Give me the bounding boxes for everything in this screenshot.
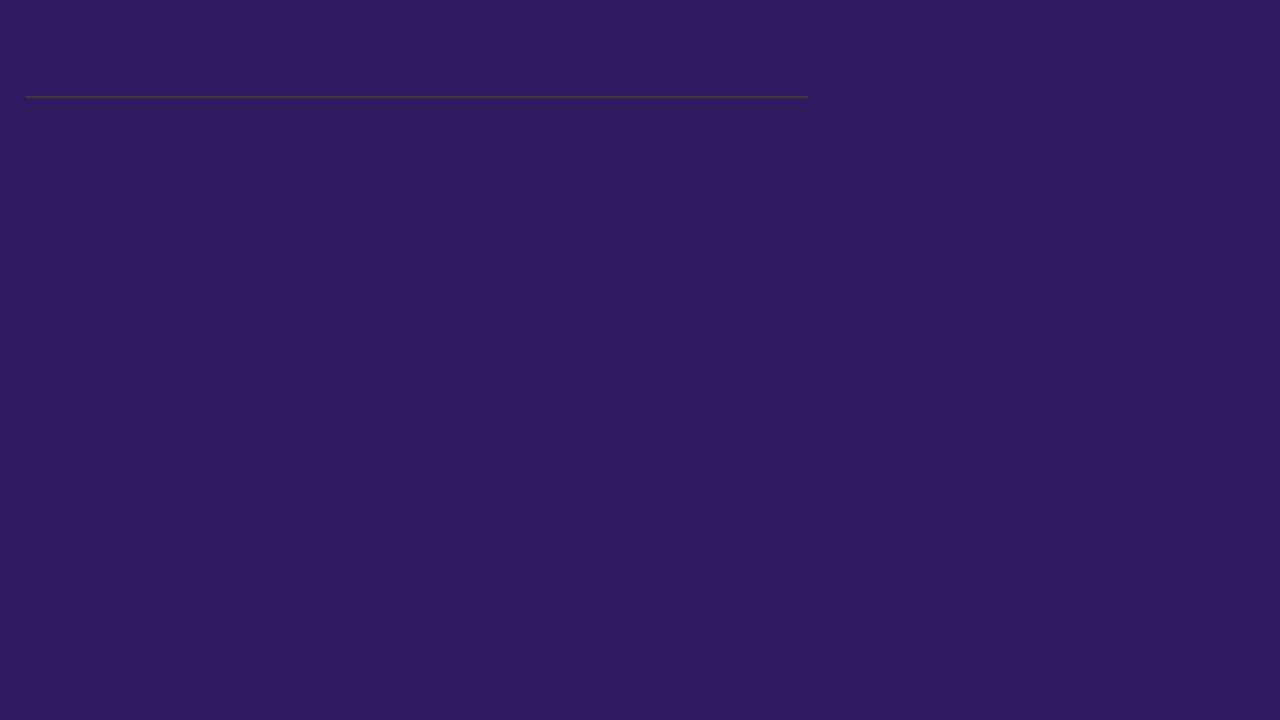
- spreadsheet: [25, 96, 808, 98]
